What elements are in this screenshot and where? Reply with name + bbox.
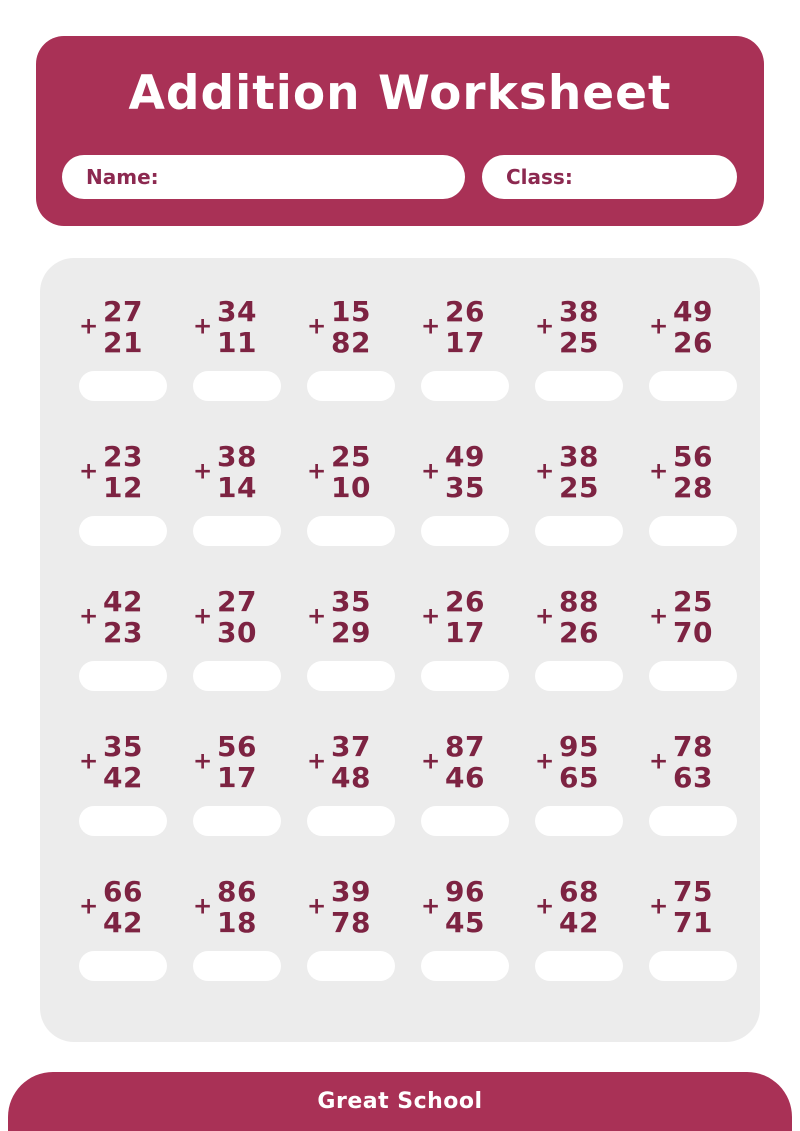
addends: [535, 440, 599, 504]
addend-top: 35: [331, 585, 371, 618]
addend-top: 68: [559, 875, 599, 908]
addition-problem: [180, 288, 294, 433]
addend-top: 25: [673, 585, 713, 618]
answer-box[interactable]: [649, 371, 737, 401]
addend-bottom: 18: [217, 906, 257, 939]
addends: [79, 440, 143, 504]
addends: [307, 585, 371, 649]
addition-problem: [66, 433, 180, 578]
answer-box[interactable]: [535, 951, 623, 981]
addition-problem: [636, 433, 750, 578]
class-input[interactable]: [573, 155, 737, 199]
addition-problem: [408, 288, 522, 433]
addend-top: 49: [445, 440, 485, 473]
addends: [535, 730, 599, 794]
addends: [307, 730, 371, 794]
addend-bottom: 21: [103, 326, 143, 359]
addend-top: 39: [331, 875, 371, 908]
addend-bottom: 70: [673, 616, 713, 649]
addends: [79, 585, 143, 649]
addend-bottom: 26: [559, 616, 599, 649]
addend-top: 15: [331, 295, 371, 328]
plus-operator: +: [535, 458, 555, 485]
addition-problem: [522, 723, 636, 868]
addition-problem: [408, 578, 522, 723]
addends: [535, 585, 599, 649]
addition-problem: [294, 723, 408, 868]
answer-box[interactable]: [535, 661, 623, 691]
addends: [79, 295, 143, 359]
addition-problem: [636, 868, 750, 1013]
addend-top: 26: [445, 585, 485, 618]
addend-top: 23: [103, 440, 143, 473]
answer-box[interactable]: [535, 516, 623, 546]
answer-box[interactable]: [193, 516, 281, 546]
plus-operator: +: [193, 748, 213, 775]
answer-box[interactable]: [193, 661, 281, 691]
plus-operator: +: [79, 893, 99, 920]
plus-operator: +: [193, 458, 213, 485]
header-card: [36, 36, 764, 226]
answer-box[interactable]: [307, 806, 395, 836]
addends: [79, 875, 143, 939]
addend-top: 27: [103, 295, 143, 328]
answer-box[interactable]: [307, 516, 395, 546]
addition-problem: [180, 578, 294, 723]
addition-problem: [66, 578, 180, 723]
name-input[interactable]: [159, 155, 465, 199]
addend-bottom: 12: [103, 471, 143, 504]
addition-problem: [636, 288, 750, 433]
addend-top: 66: [103, 875, 143, 908]
plus-operator: +: [649, 313, 669, 340]
addends: [649, 875, 713, 939]
plus-operator: +: [421, 603, 441, 630]
addend-bottom: 25: [559, 471, 599, 504]
addend-bottom: 71: [673, 906, 713, 939]
plus-operator: +: [535, 313, 555, 340]
answer-box[interactable]: [649, 661, 737, 691]
addend-bottom: 65: [559, 761, 599, 794]
answer-box[interactable]: [307, 661, 395, 691]
answer-box[interactable]: [307, 371, 395, 401]
addends: [421, 730, 485, 794]
addend-bottom: 29: [331, 616, 371, 649]
answer-box[interactable]: [79, 806, 167, 836]
addend-top: 25: [331, 440, 371, 473]
addends: [535, 295, 599, 359]
addend-top: 87: [445, 730, 485, 763]
answer-box[interactable]: [193, 951, 281, 981]
addend-bottom: 11: [217, 326, 257, 359]
addend-top: 95: [559, 730, 599, 763]
answer-box[interactable]: [421, 516, 509, 546]
answer-box[interactable]: [307, 951, 395, 981]
addition-problem: [66, 723, 180, 868]
addend-top: 34: [217, 295, 257, 328]
plus-operator: +: [649, 458, 669, 485]
addend-bottom: 23: [103, 616, 143, 649]
addend-top: 56: [217, 730, 257, 763]
answer-box[interactable]: [649, 516, 737, 546]
addition-problem: [180, 723, 294, 868]
answer-box[interactable]: [421, 371, 509, 401]
addend-bottom: 25: [559, 326, 599, 359]
addition-problem: [180, 868, 294, 1013]
addition-problem: [294, 578, 408, 723]
plus-operator: +: [421, 458, 441, 485]
addend-top: 75: [673, 875, 713, 908]
addend-top: 56: [673, 440, 713, 473]
answer-box[interactable]: [535, 371, 623, 401]
plus-operator: +: [421, 893, 441, 920]
plus-operator: +: [79, 603, 99, 630]
addend-bottom: 30: [217, 616, 257, 649]
addends: [193, 440, 257, 504]
addend-bottom: 10: [331, 471, 371, 504]
addend-top: 49: [673, 295, 713, 328]
addends: [307, 440, 371, 504]
answer-box[interactable]: [421, 951, 509, 981]
addends: [649, 440, 713, 504]
answer-box[interactable]: [79, 951, 167, 981]
addend-top: 88: [559, 585, 599, 618]
addends: [193, 730, 257, 794]
addend-bottom: 26: [673, 326, 713, 359]
page-title: Addition Worksheet: [128, 66, 672, 121]
answer-box[interactable]: [79, 516, 167, 546]
addends: [649, 295, 713, 359]
addend-bottom: 17: [445, 616, 485, 649]
answer-box[interactable]: [535, 806, 623, 836]
plus-operator: +: [79, 748, 99, 775]
addition-problem: [408, 433, 522, 578]
addend-bottom: 28: [673, 471, 713, 504]
footer-text: Great School: [317, 1089, 483, 1114]
answer-box[interactable]: [79, 661, 167, 691]
problems-grid: [40, 258, 760, 1042]
plus-operator: +: [649, 893, 669, 920]
addend-bottom: 35: [445, 471, 485, 504]
addends: [79, 730, 143, 794]
addend-bottom: 63: [673, 761, 713, 794]
addend-top: 26: [445, 295, 485, 328]
addend-bottom: 46: [445, 761, 485, 794]
addition-problem: [66, 288, 180, 433]
addend-bottom: 45: [445, 906, 485, 939]
addend-bottom: 48: [331, 761, 371, 794]
answer-box[interactable]: [193, 806, 281, 836]
plus-operator: +: [535, 603, 555, 630]
addends: [421, 585, 485, 649]
addend-top: 96: [445, 875, 485, 908]
plus-operator: +: [307, 313, 327, 340]
addend-top: 78: [673, 730, 713, 763]
plus-operator: +: [307, 603, 327, 630]
addition-problem: [636, 723, 750, 868]
addend-bottom: 14: [217, 471, 257, 504]
plus-operator: +: [79, 313, 99, 340]
class-field[interactable]: [482, 155, 737, 199]
addends: [193, 875, 257, 939]
plus-operator: +: [307, 458, 327, 485]
plus-operator: +: [535, 748, 555, 775]
answer-box[interactable]: [421, 661, 509, 691]
answer-box[interactable]: [649, 806, 737, 836]
addend-bottom: 82: [331, 326, 371, 359]
addend-top: 86: [217, 875, 257, 908]
addend-top: 42: [103, 585, 143, 618]
addends: [649, 585, 713, 649]
addends: [307, 875, 371, 939]
plus-operator: +: [649, 748, 669, 775]
addends: [535, 875, 599, 939]
addition-problem: [522, 868, 636, 1013]
plus-operator: +: [421, 313, 441, 340]
addend-bottom: 17: [445, 326, 485, 359]
addition-problem: [522, 578, 636, 723]
answer-box[interactable]: [79, 371, 167, 401]
addends: [649, 730, 713, 794]
addition-problem: [294, 868, 408, 1013]
plus-operator: +: [193, 603, 213, 630]
addition-problem: [294, 288, 408, 433]
addends: [421, 440, 485, 504]
class-label: Class:: [506, 165, 573, 189]
addends: [193, 295, 257, 359]
addition-problem: [522, 288, 636, 433]
addends: [421, 875, 485, 939]
addend-top: 35: [103, 730, 143, 763]
plus-operator: +: [193, 893, 213, 920]
addends: [421, 295, 485, 359]
addition-problem: [408, 868, 522, 1013]
name-label: Name:: [86, 165, 159, 189]
addends: [307, 295, 371, 359]
plus-operator: +: [535, 893, 555, 920]
answer-box[interactable]: [649, 951, 737, 981]
addend-bottom: 17: [217, 761, 257, 794]
addend-bottom: 78: [331, 906, 371, 939]
plus-operator: +: [421, 748, 441, 775]
plus-operator: +: [307, 748, 327, 775]
answer-box[interactable]: [421, 806, 509, 836]
plus-operator: +: [193, 313, 213, 340]
addition-problem: [522, 433, 636, 578]
addend-bottom: 42: [103, 906, 143, 939]
footer-bar: [8, 1072, 792, 1131]
addend-top: 38: [217, 440, 257, 473]
addend-top: 27: [217, 585, 257, 618]
plus-operator: +: [307, 893, 327, 920]
addend-bottom: 42: [103, 761, 143, 794]
addends: [193, 585, 257, 649]
addend-top: 38: [559, 440, 599, 473]
name-field[interactable]: [62, 155, 465, 199]
answer-box[interactable]: [193, 371, 281, 401]
addition-problem: [180, 433, 294, 578]
addition-problem: [636, 578, 750, 723]
addend-top: 38: [559, 295, 599, 328]
plus-operator: +: [649, 603, 669, 630]
addend-top: 37: [331, 730, 371, 763]
addition-problem: [66, 868, 180, 1013]
addend-bottom: 42: [559, 906, 599, 939]
addition-problem: [294, 433, 408, 578]
addition-problem: [408, 723, 522, 868]
plus-operator: +: [79, 458, 99, 485]
